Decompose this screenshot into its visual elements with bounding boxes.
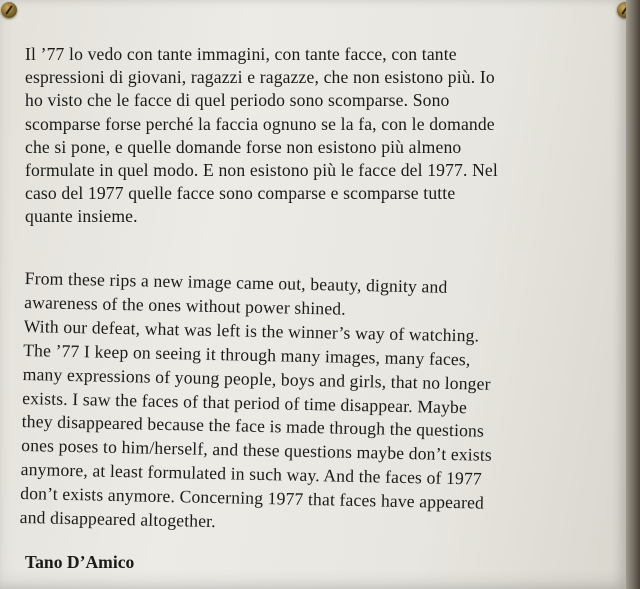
english-paragraph: From these rips a new image came out, beauty, dignity and awareness of the ones without power shined. With our defeat, what was left is the winner’s way of watching. The ’77 I keep on seeing it through many images, many faces, many expressions of young people, boys and girls, that no longer exists. I saw the faces of that period of time disappear. Maybe they disappeared because the face is made through the questions ones poses to him/herself, and these questions maybe don’t exists anymore, at least formulated in such way. And the faces of 1977 don’t exists anymore. Concerning 1977 that faces have appeared and disappeared altogether. — [19, 267, 493, 532]
italian-paragraph: Il ’77 lo vedo con tante immagini, con tante facce, con tante espressioni di giovani, ragazzi e ragazze, che non esistono più. Io ho visto che le facce di quel periodo sono scomparse. Sono scomparse forse perché la faccia ognuno se la fa, con le domande che si pone, e quelle domande forse non esistono più almeno formulate in quel modo. E non esistono più le facce del 1977. Nel caso del 1977 quelle facce sono comparse e scomparse tutte quante insieme. — [25, 44, 498, 227]
screw-icon — [1, 2, 17, 18]
wall-edge — [626, 0, 640, 589]
author-signature: Tano D’Amico — [25, 552, 135, 572]
